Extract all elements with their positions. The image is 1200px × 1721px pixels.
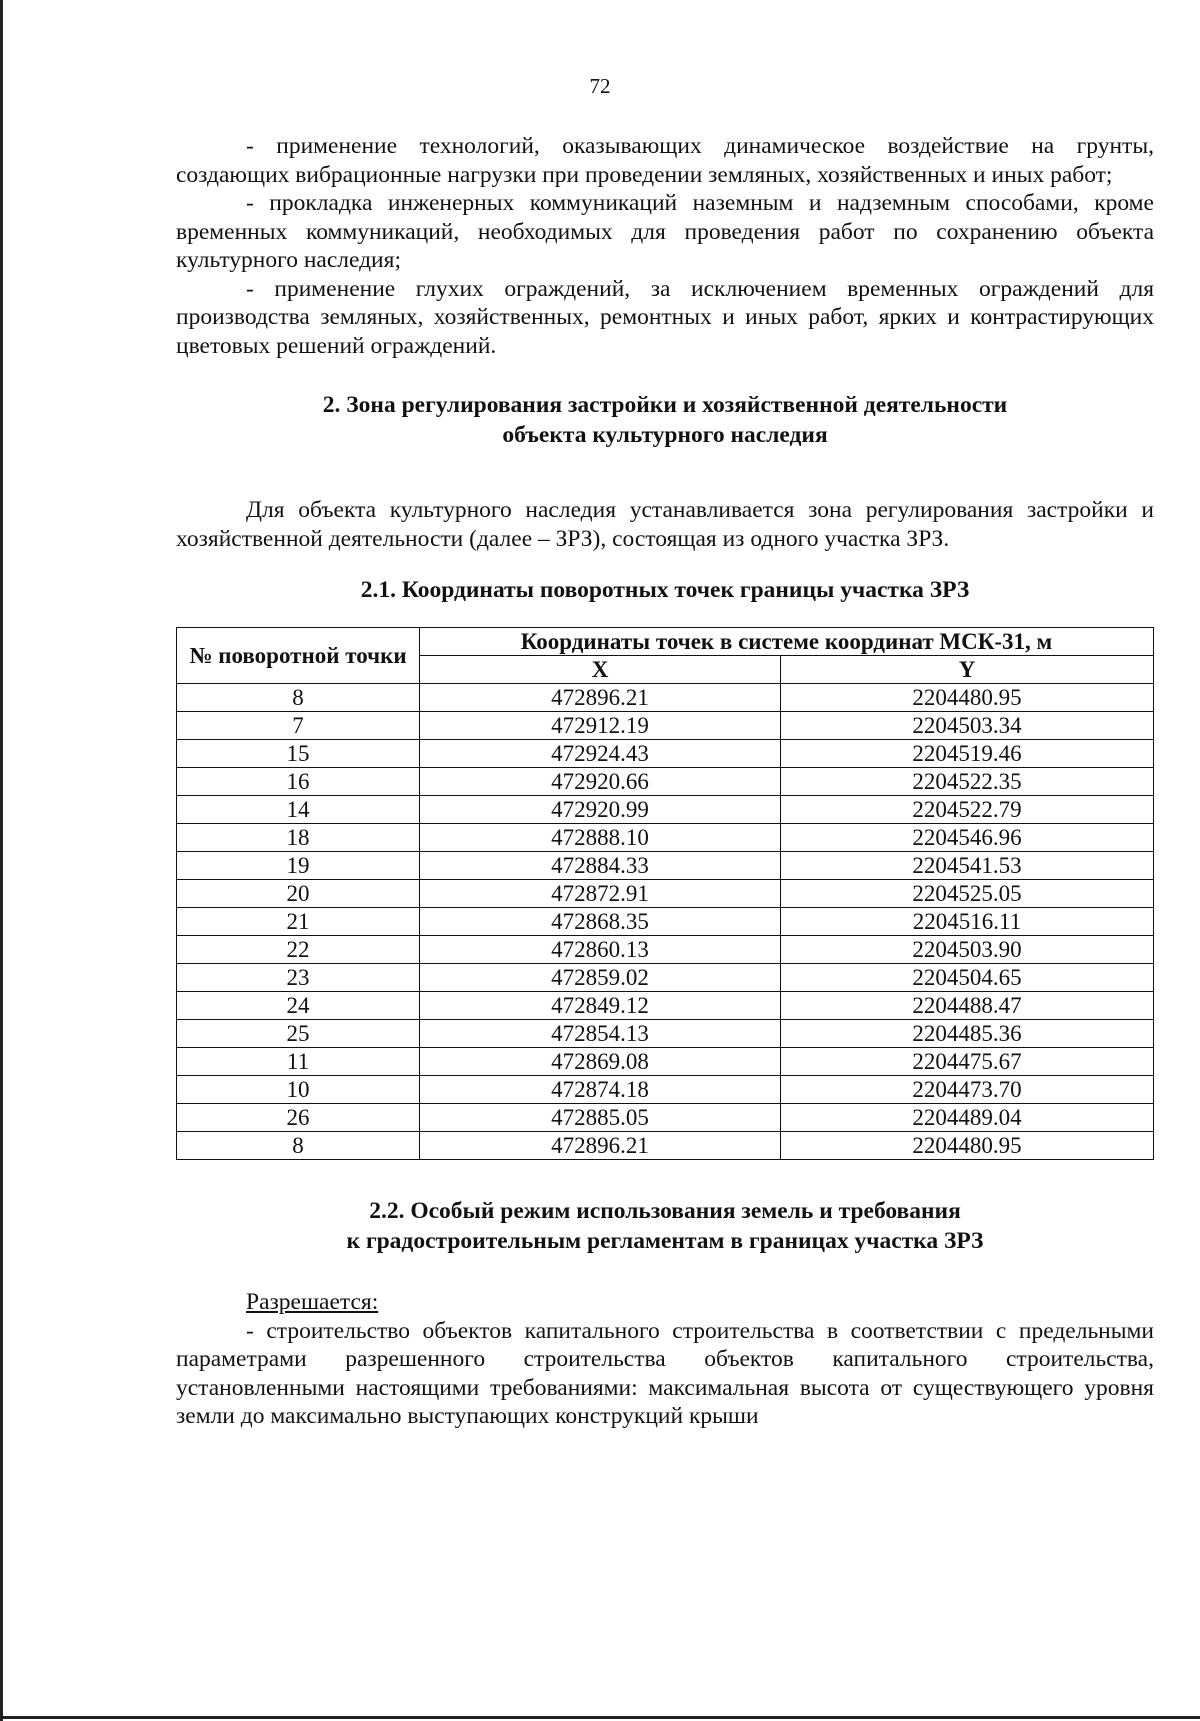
coord-y: 2204480.95 <box>781 684 1154 712</box>
coord-x: 472924.43 <box>420 740 781 768</box>
coord-y: 2204522.35 <box>781 768 1154 796</box>
point-number: 18 <box>177 824 420 852</box>
page-edge-bottom <box>0 1716 1200 1719</box>
coord-y: 2204489.04 <box>781 1104 1154 1132</box>
coord-x: 472888.10 <box>420 824 781 852</box>
document-body <box>176 132 1154 1431</box>
header-x: X <box>420 656 781 684</box>
coord-y: 2204480.95 <box>781 1132 1154 1160</box>
section-2-heading <box>176 390 1154 450</box>
paragraph-restriction-3: - применение глухих ограждений, за исключением временных ограждений для производства земляных, хозяйственных, ремонтных и иных работ, ярких и контрастирующих цветовых решений ограждений. <box>176 275 1154 359</box>
header-y: Y <box>781 656 1154 684</box>
table-row <box>177 852 1154 880</box>
coord-x: 472859.02 <box>420 964 781 992</box>
table-row <box>177 992 1154 1020</box>
paragraph-restriction-2: - прокладка инженерных коммуникаций наземным и надземным способами, кроме временных коммуникаций, необходимых для проведения работ по сохранению объекта культурного наследия; <box>176 190 1154 273</box>
coord-y: 2204525.05 <box>781 880 1154 908</box>
header-coordinates: Координаты точек в системе координат МСК-31, м <box>420 628 1154 656</box>
point-number: 26 <box>177 1104 420 1132</box>
section-2-heading-line2: объекта культурного наследия <box>502 422 828 448</box>
point-number: 19 <box>177 852 420 880</box>
point-number: 15 <box>177 740 420 768</box>
table-row <box>177 1132 1154 1160</box>
coord-x: 472896.21 <box>420 1132 781 1160</box>
coord-x: 472868.35 <box>420 908 781 936</box>
section-2-1-heading: 2.1. Координаты поворотных точек границы участка ЗРЗ <box>360 577 970 603</box>
page-number: 72 <box>589 74 611 98</box>
table-row <box>177 768 1154 796</box>
coord-y: 2204541.53 <box>781 852 1154 880</box>
coord-y: 2204519.46 <box>781 740 1154 768</box>
table-row <box>177 824 1154 852</box>
coord-y: 2204522.79 <box>781 796 1154 824</box>
point-number: 7 <box>177 712 420 740</box>
paragraph-restriction-1: - применение технологий, оказывающих динамическое воздействие на грунты, создающих вибрационные нагрузки при проведении земляных, хозяйственных и иных работ; <box>176 133 1154 188</box>
point-number: 20 <box>177 880 420 908</box>
coord-x: 472920.66 <box>420 768 781 796</box>
coord-x: 472920.99 <box>420 796 781 824</box>
coord-y: 2204516.11 <box>781 908 1154 936</box>
coord-y: 2204485.36 <box>781 1020 1154 1048</box>
section-2-intro: Для объекта культурного наследия устанавливается зона регулирования застройки и хозяйственной деятельности (далее – ЗРЗ), состоящая из одного участка ЗРЗ. <box>176 497 1154 552</box>
point-number: 8 <box>177 1132 420 1160</box>
table-row <box>177 936 1154 964</box>
point-number: 24 <box>177 992 420 1020</box>
coord-y: 2204488.47 <box>781 992 1154 1020</box>
point-number: 16 <box>177 768 420 796</box>
point-number: 22 <box>177 936 420 964</box>
point-number: 23 <box>177 964 420 992</box>
coord-x: 472849.12 <box>420 992 781 1020</box>
table-row <box>177 908 1154 936</box>
coord-y: 2204503.34 <box>781 712 1154 740</box>
coord-x: 472884.33 <box>420 852 781 880</box>
coord-y: 2204546.96 <box>781 824 1154 852</box>
header-point-number: № поворотной точки <box>177 628 420 684</box>
table-row <box>177 1076 1154 1104</box>
table-row <box>177 684 1154 712</box>
coord-x: 472872.91 <box>420 880 781 908</box>
coord-y: 2204473.70 <box>781 1076 1154 1104</box>
coord-y: 2204504.65 <box>781 964 1154 992</box>
allowed-label <box>176 1288 1154 1317</box>
section-2-2-heading <box>176 1196 1154 1256</box>
section-2-2-heading-line2: к градостроительным регламентам в границах участка ЗРЗ <box>346 1228 984 1254</box>
section-2-heading-line1: 2. Зона регулирования застройки и хозяйственной деятельности <box>322 392 1008 418</box>
coord-x: 472874.18 <box>420 1076 781 1104</box>
coord-x: 472896.21 <box>420 684 781 712</box>
coord-x: 472854.13 <box>420 1020 781 1048</box>
coord-y: 2204503.90 <box>781 936 1154 964</box>
point-number: 11 <box>177 1048 420 1076</box>
table-row <box>177 1048 1154 1076</box>
table-row <box>177 740 1154 768</box>
coord-x: 472860.13 <box>420 936 781 964</box>
coord-x: 472869.08 <box>420 1048 781 1076</box>
coordinates-table <box>176 627 1154 1160</box>
table-row <box>177 880 1154 908</box>
allowed-label-text: Разрешается: <box>246 1289 379 1315</box>
coord-y: 2204475.67 <box>781 1048 1154 1076</box>
point-number: 21 <box>177 908 420 936</box>
table-row <box>177 1020 1154 1048</box>
point-number: 25 <box>177 1020 420 1048</box>
point-number: 8 <box>177 684 420 712</box>
table-row <box>177 964 1154 992</box>
section-2-2-heading-line1: 2.2. Особый режим использования земель и требования <box>369 1198 961 1224</box>
table-row <box>177 796 1154 824</box>
point-number: 14 <box>177 796 420 824</box>
coord-x: 472885.05 <box>420 1104 781 1132</box>
coord-x: 472912.19 <box>420 712 781 740</box>
section-2-2-paragraph: - строительство объектов капитального строительства в соответствии с предельными параметрами разрешенного строительства объектов капитального строительства, установленными настоящими требованиями: максимальная высота от существующего уровня земли до максимально выступающих конструкций крыши <box>176 1317 1154 1429</box>
point-number: 10 <box>177 1076 420 1104</box>
table-row <box>177 712 1154 740</box>
table-row <box>177 1104 1154 1132</box>
page-edge-left <box>0 0 3 1721</box>
